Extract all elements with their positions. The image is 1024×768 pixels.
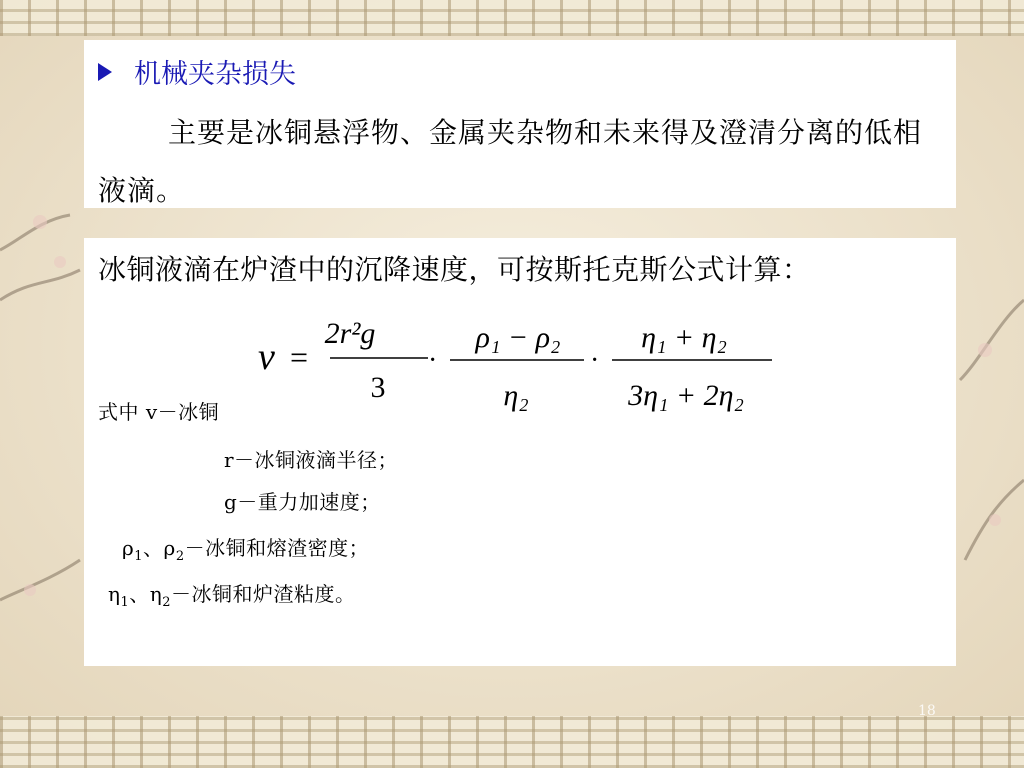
formula-equals: = xyxy=(290,339,309,375)
dot-operator-1: · xyxy=(428,345,438,376)
rho-symbol-2: ρ xyxy=(163,536,176,560)
frac1-denominator: 3 xyxy=(370,371,386,404)
rho-separator: 、 xyxy=(143,536,164,560)
dot-operator-2: · xyxy=(590,345,600,376)
heading-text: 机械夹杂损失 xyxy=(134,59,296,90)
description-paragraph: 主要是冰铜悬浮物、金属夹杂物和未来得及澄清分离的低相液滴。 xyxy=(98,116,923,207)
eta-symbol-1: η xyxy=(108,582,121,606)
eta-separator: 、 xyxy=(129,582,150,606)
page-number: 18 xyxy=(918,703,936,719)
rho-symbol-1: ρ xyxy=(122,536,135,560)
eta-symbol-2: η xyxy=(149,582,163,606)
section-heading xyxy=(98,52,296,91)
rho-description: －冰铜和熔渣密度； xyxy=(184,536,370,560)
eta-description: －冰铜和炉渣粘度。 xyxy=(171,582,356,606)
formula-intro: 冰铜液滴在炉渣中的沉降速度，可按斯托克斯公式计算： xyxy=(98,253,811,286)
formula-lhs: ν xyxy=(258,336,275,378)
definition-r: r－冰铜液滴半径； xyxy=(224,448,399,472)
frac1-numerator: 2r²g xyxy=(324,317,376,350)
decorative-border-bottom xyxy=(0,716,1024,768)
rho-subscript-1: 1 xyxy=(134,549,144,564)
definition-g: g－重力加速度； xyxy=(224,490,381,514)
definition-eta xyxy=(108,578,356,610)
frac2-denominator: η₂ xyxy=(503,379,529,412)
frac3-denominator: 3η₁ + 2η₂ xyxy=(628,379,744,412)
frac2-numerator: ρ₁ − ρ₂ xyxy=(475,321,561,354)
definition-v: 式中 v－冰铜 xyxy=(98,400,220,424)
eta-subscript-2: 2 xyxy=(162,595,172,610)
eta-subscript-1: 1 xyxy=(120,595,130,610)
arrow-bullet-icon xyxy=(98,63,112,81)
stokes-formula xyxy=(250,305,790,415)
definition-rho xyxy=(122,532,369,564)
rho-subscript-2: 2 xyxy=(175,549,185,564)
decorative-border-top xyxy=(0,0,1024,36)
frac3-numerator: η₁ + η₂ xyxy=(641,321,727,354)
